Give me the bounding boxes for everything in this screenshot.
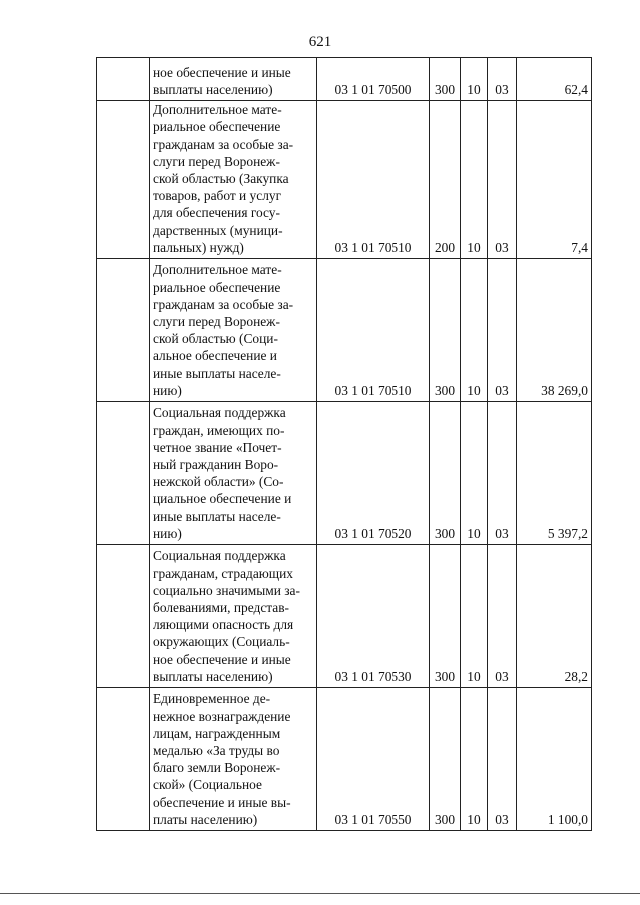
section-cell: 10 <box>461 688 488 831</box>
amount-cell: 7,4 <box>517 101 592 259</box>
expense-type-cell: 300 <box>430 58 461 101</box>
section-cell: 10 <box>461 259 488 402</box>
table-row <box>97 101 592 259</box>
section-cell: 10 <box>461 402 488 545</box>
description-cell: Дополнительное мате- риальное обеспечение гражданам за особые за- слуги перед Воронеж- ской областью (Закупка товаров, работ и услуг для обеспечения госу- дарственных (муници- пальных) нужд) <box>150 101 317 259</box>
amount-cell: 5 397,2 <box>517 402 592 545</box>
expense-type-cell: 300 <box>430 545 461 688</box>
code-cell: 03 1 01 70530 <box>317 545 430 688</box>
code-cell: 03 1 01 70510 <box>317 101 430 259</box>
subsection-cell: 03 <box>488 58 517 101</box>
amount-cell: 38 269,0 <box>517 259 592 402</box>
expense-type-cell: 300 <box>430 688 461 831</box>
subsection-cell: 03 <box>488 545 517 688</box>
empty-cell <box>97 58 150 101</box>
table-row <box>97 259 592 402</box>
section-cell: 10 <box>461 545 488 688</box>
section-cell: 10 <box>461 101 488 259</box>
amount-cell: 1 100,0 <box>517 688 592 831</box>
code-cell: 03 1 01 70520 <box>317 402 430 545</box>
empty-cell <box>97 545 150 688</box>
budget-table <box>96 57 592 831</box>
table-row <box>97 58 592 101</box>
amount-cell: 28,2 <box>517 545 592 688</box>
subsection-cell: 03 <box>488 402 517 545</box>
section-cell: 10 <box>461 58 488 101</box>
description-cell: Дополнительное мате- риальное обеспечение гражданам за особые за- слуги перед Воронеж- ской областью (Соци- альное обеспечение и иные выплаты населе- нию) <box>150 259 317 402</box>
footer-divider <box>0 893 640 894</box>
subsection-cell: 03 <box>488 688 517 831</box>
table-row <box>97 402 592 545</box>
expense-type-cell: 300 <box>430 402 461 545</box>
expense-type-cell: 300 <box>430 259 461 402</box>
table-row <box>97 688 592 831</box>
code-cell: 03 1 01 70500 <box>317 58 430 101</box>
code-cell: 03 1 01 70550 <box>317 688 430 831</box>
subsection-cell: 03 <box>488 101 517 259</box>
description-cell: Социальная поддержка гражданам, страдающих социально значимыми за- болеваниями, представ- ляющими опасность для окружающих (Социаль- ное обеспечение и иные выплаты населению) <box>150 545 317 688</box>
subsection-cell: 03 <box>488 259 517 402</box>
amount-cell: 62,4 <box>517 58 592 101</box>
description-cell: Единовременное де- нежное вознаграждение лицам, награжденным медалью «За труды во благо земли Воронеж- ской» (Социальное обеспечение и иные вы- платы населению) <box>150 688 317 831</box>
description-cell: Социальная поддержка граждан, имеющих по- четное звание «Почет- ный гражданин Воро- нежской области» (Со- циальное обеспечение и иные выплаты населе- нию) <box>150 402 317 545</box>
empty-cell <box>97 101 150 259</box>
table-row <box>97 545 592 688</box>
code-cell: 03 1 01 70510 <box>317 259 430 402</box>
page-number: 621 <box>308 34 332 50</box>
empty-cell <box>97 688 150 831</box>
expense-type-cell: 200 <box>430 101 461 259</box>
description-cell: ное обеспечение и иные выплаты населению) <box>150 58 317 101</box>
empty-cell <box>97 259 150 402</box>
empty-cell <box>97 402 150 545</box>
